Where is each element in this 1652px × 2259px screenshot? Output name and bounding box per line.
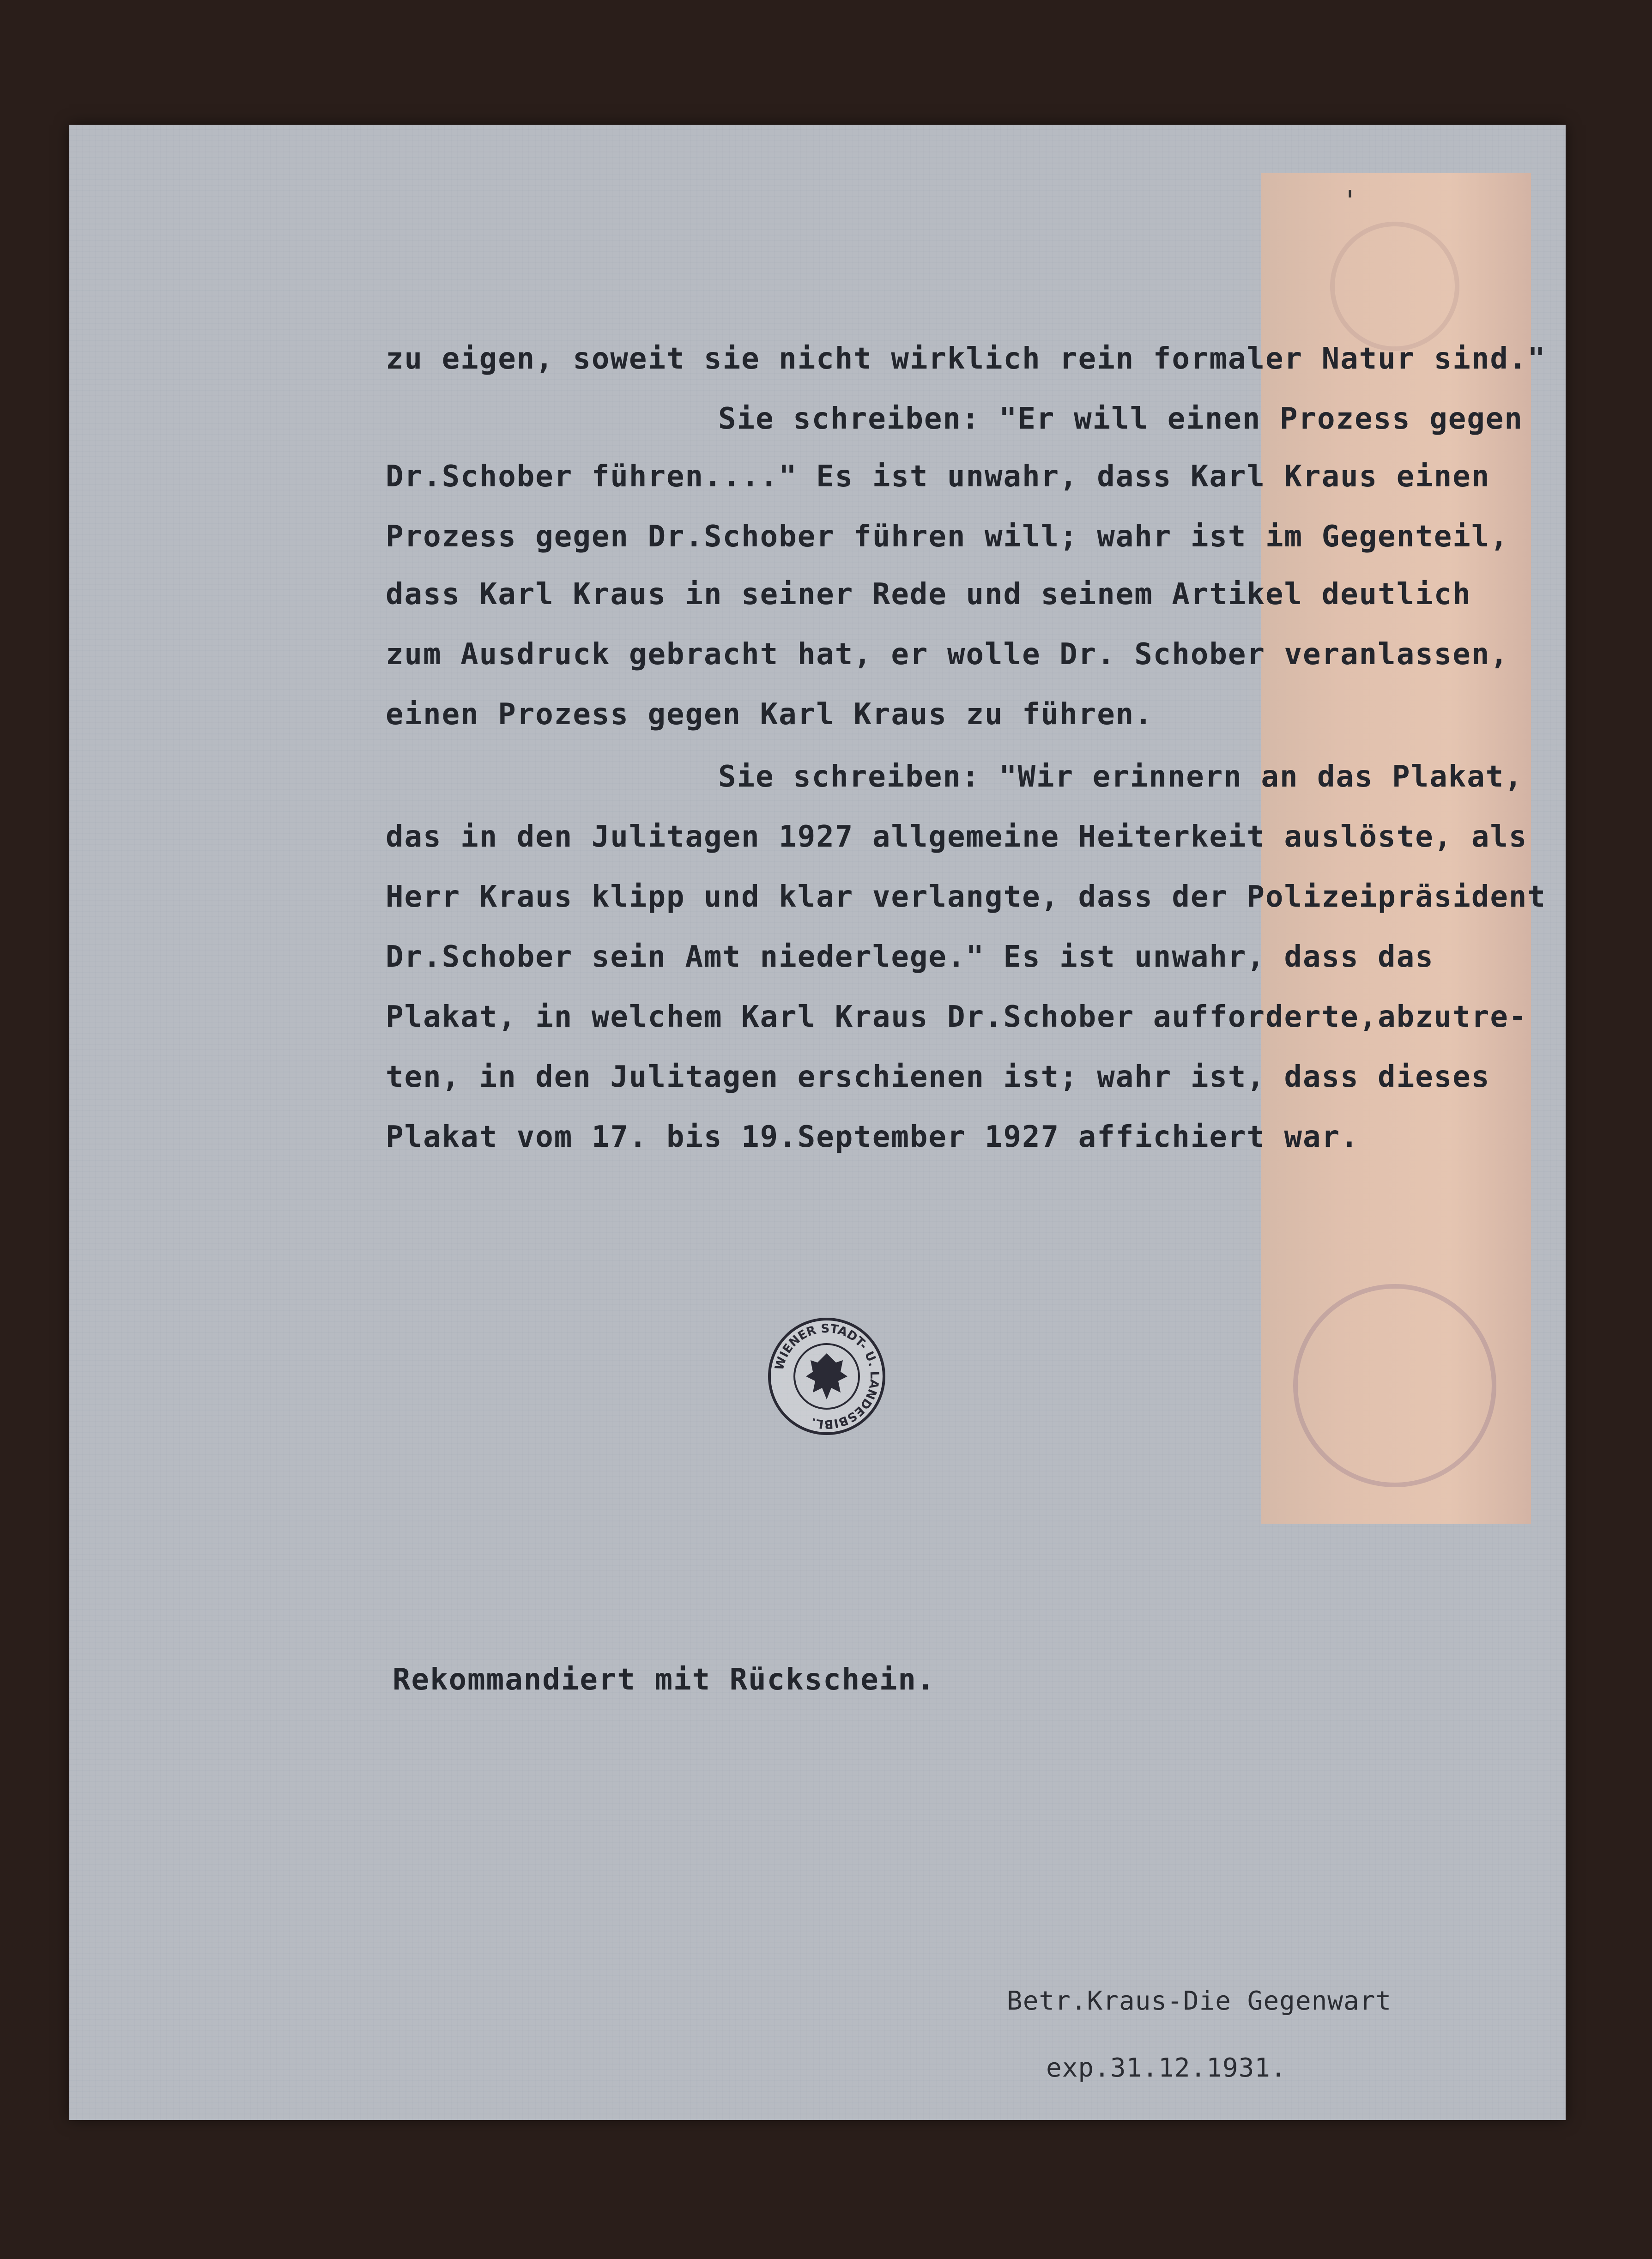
letter-line-1: zu eigen, soweit sie nicht wirklich rein formaler Natur sind."	[386, 342, 1546, 376]
letter-line-3: Dr.Schober führen...." Es ist unwahr, dass Karl Kraus einen	[386, 460, 1490, 494]
letter-line-14: Plakat vom 17. bis 19.September 1927 affichiert war.	[386, 1120, 1359, 1154]
letter-line-4: Prozess gegen Dr.Schober führen will; wahr ist im Gegenteil,	[386, 520, 1509, 554]
dispatch-note: exp.31.12.1931.	[1046, 2053, 1287, 2083]
reference-note: Betr.Kraus-Die Gegenwart	[1007, 1986, 1392, 2016]
letter-line-5: dass Karl Kraus in seiner Rede und seinem Artikel deutlich	[386, 577, 1471, 612]
letter-line-10: Herr Kraus klipp und klar verlangte, dass der Polizeipräsident	[386, 880, 1546, 914]
letter-line-7: einen Prozess gegen Karl Kraus zu führen.	[386, 697, 1153, 732]
letter-line-8: Sie schreiben: "Wir erinnern an das Plakat,	[718, 760, 1523, 794]
faded-stamp-top	[1330, 222, 1459, 351]
letter-line-2: Sie schreiben: "Er will einen Prozess gegen	[718, 402, 1523, 436]
letter-line-11: Dr.Schober sein Amt niederlege." Es ist unwahr, dass das	[386, 940, 1434, 974]
letter-line-12: Plakat, in welchem Karl Kraus Dr.Schober aufforderte,abzutre-	[386, 1000, 1528, 1034]
ink-mark: '	[1342, 185, 1359, 217]
postal-note: Rekommandiert mit Rückschein.	[393, 1663, 936, 1697]
seal-text: WIENER STADT- U. LANDESBIBL.	[772, 1321, 882, 1431]
letter-line-13: ten, in den Julitagen erschienen ist; wahr ist, dass dieses	[386, 1060, 1490, 1094]
faded-stamp-bottom	[1293, 1284, 1496, 1487]
letter-line-9: das in den Julitagen 1927 allgemeine Heiterkeit auslöste, als	[386, 820, 1528, 854]
letter-line-6: zum Ausdruck gebracht hat, er wolle Dr. Schober veranlassen,	[386, 637, 1509, 672]
library-seal-stamp	[767, 1316, 887, 1436]
